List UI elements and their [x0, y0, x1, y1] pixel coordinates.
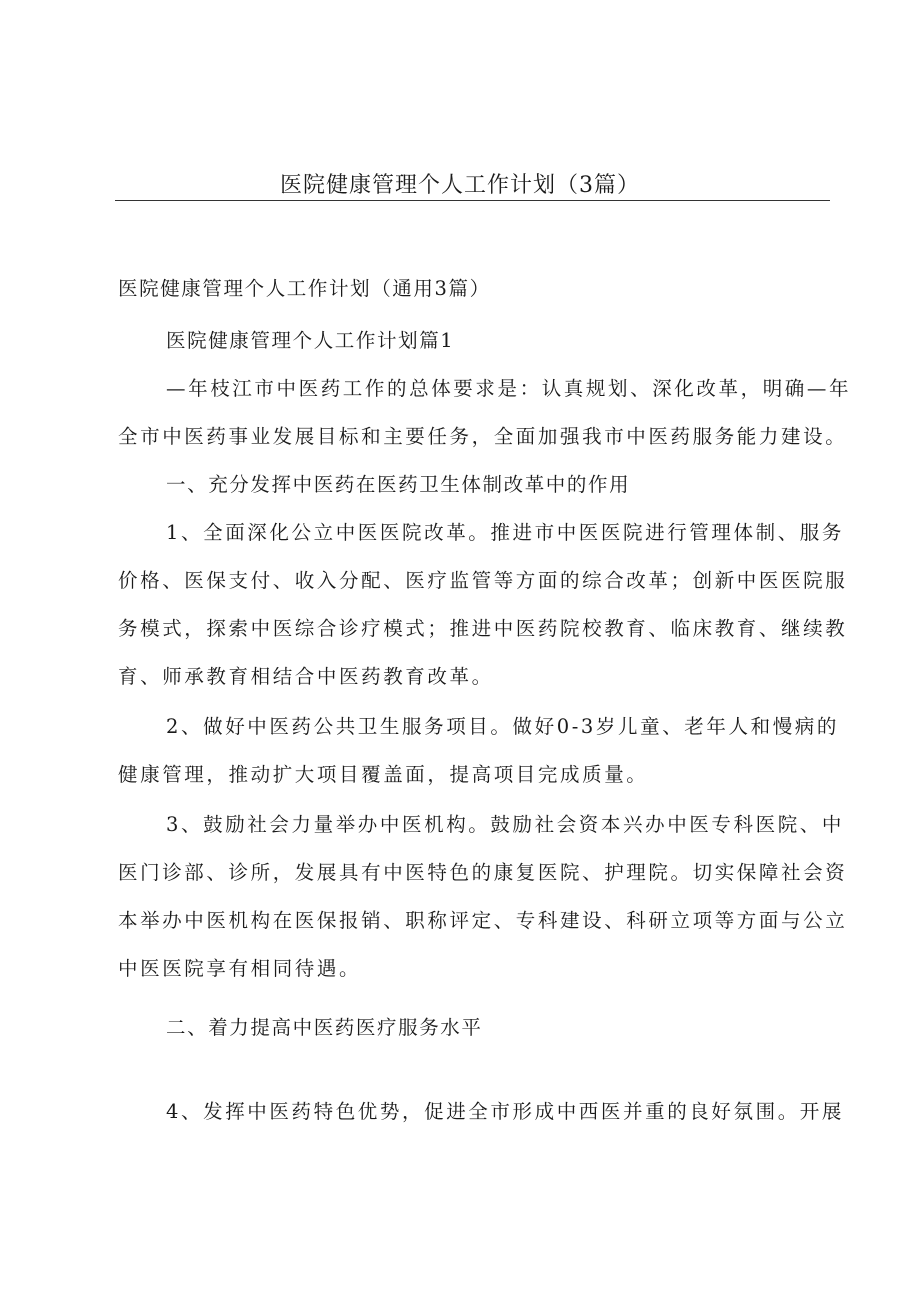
section-title: 医院健康管理个人工作计划篇1 [166, 329, 455, 352]
paragraph-line: 1、全面深化公立中医医院改革。推进市中医医院进行管理体制、服务 [166, 521, 845, 544]
paragraph-line: 全市中医药事业发展目标和主要任务，全面加强我市中医药服务能力建设。 [118, 425, 848, 448]
paragraph-line: 医门诊部、诊所，发展具有中医特色的康复医院、护理院。切实保障社会资 [118, 861, 848, 884]
paragraph-line: 中医医院享有相同待遇。 [118, 957, 362, 980]
paragraph-line: 2、做好中医药公共卫生服务项目。做好0-3岁儿童、老年人和慢病的 [166, 715, 840, 738]
paragraph-line: —年枝江市中医药工作的总体要求是：认真规划、深化改革，明确—年 [166, 377, 852, 400]
paragraph-line: 健康管理，推动扩大项目覆盖面，提高项目完成质量。 [118, 763, 649, 786]
document-title: 医院健康管理个人工作计划（3篇） [280, 173, 640, 198]
paragraph-line: 育、师承教育相结合中医药教育改革。 [118, 665, 494, 688]
paragraph-line: 务模式，探索中医综合诊疗模式；推进中医药院校教育、临床教育、继续教 [118, 617, 848, 640]
paragraph-line: 本举办中医机构在医保报销、职称评定、专科建设、科研立项等方面与公立 [118, 909, 848, 932]
paragraph-line: 价格、医保支付、收入分配、医疗监管等方面的综合改革；创新中医医院服 [118, 569, 848, 592]
paragraph-line: 4、发挥中医药特色优势，促进全市形成中西医并重的良好氛围。开展 [166, 1100, 845, 1123]
section-heading: 一、充分发挥中医药在医药卫生体制改革中的作用 [166, 473, 631, 496]
document-subtitle: 医院健康管理个人工作计划（通用3篇） [118, 277, 491, 300]
title-underline [115, 200, 830, 201]
section-heading: 二、着力提高中医药医疗服务水平 [166, 1016, 483, 1039]
paragraph-line: 3、鼓励社会力量举办中医机构。鼓励社会资本兴办中医专科医院、中 [166, 813, 845, 836]
